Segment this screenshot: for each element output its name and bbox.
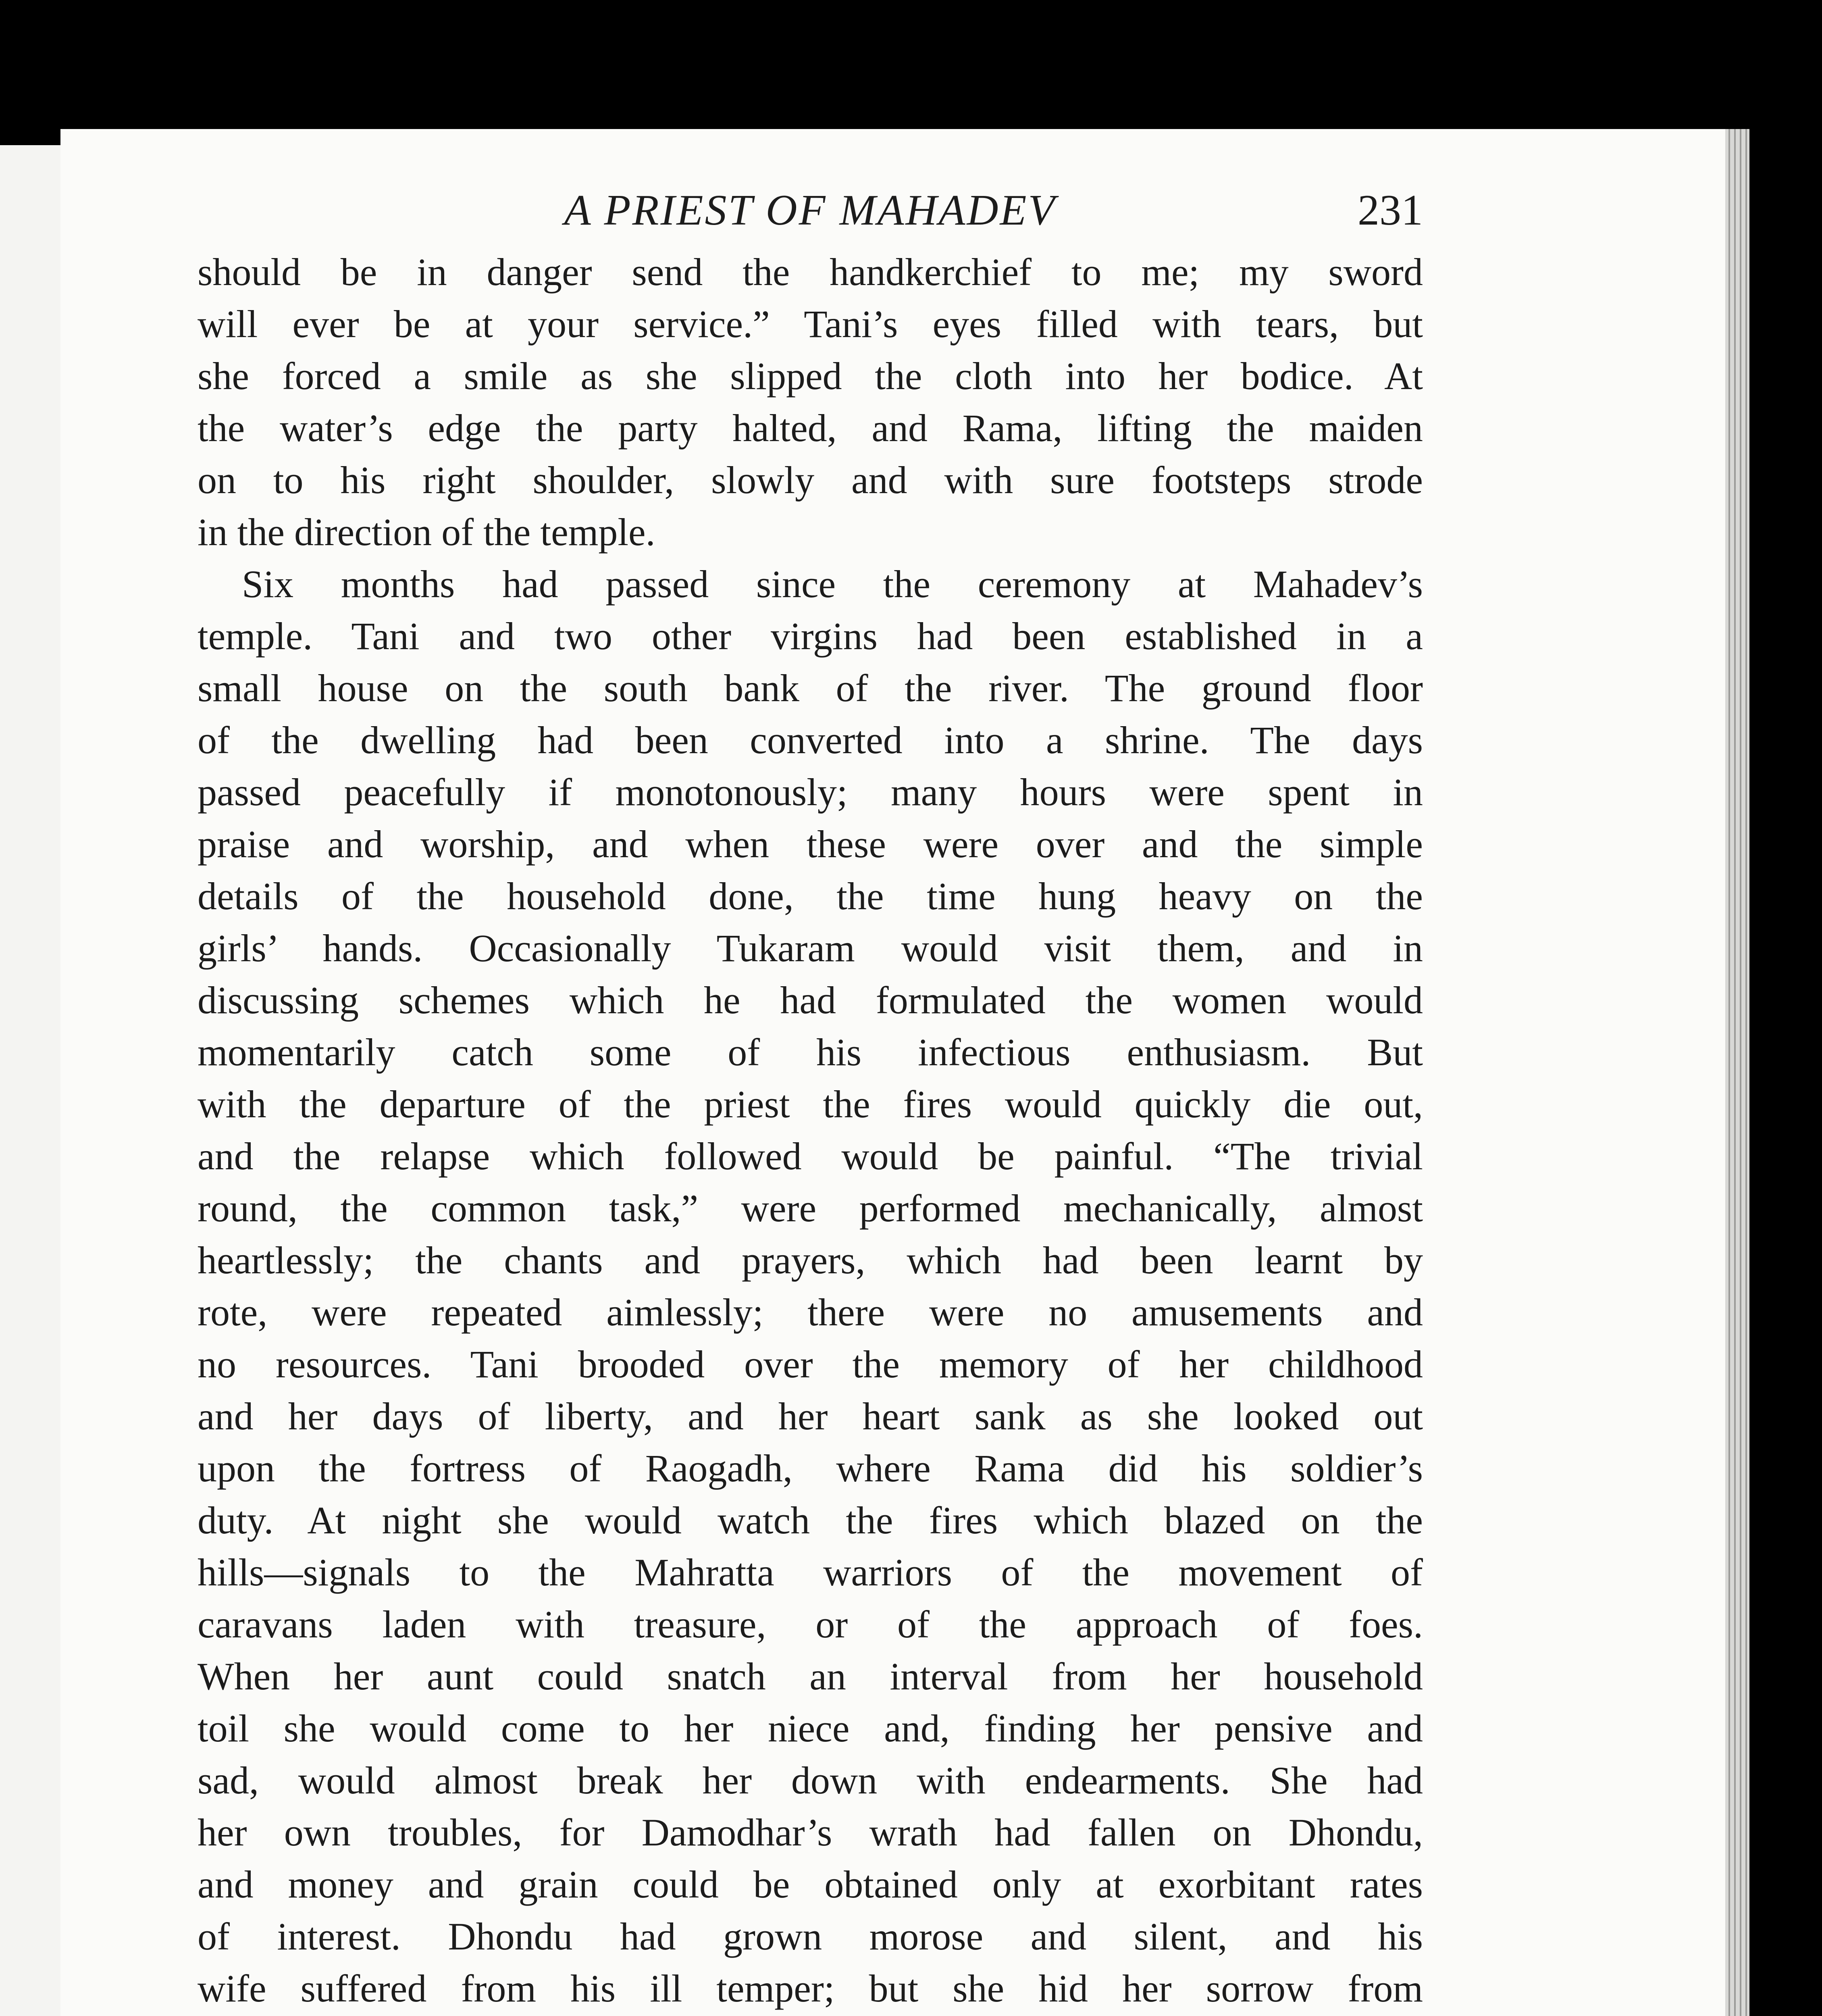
facing-page-edge [0,145,63,2016]
text-line: discussing schemes which he had formulated the women would [198,979,1423,1022]
text-line: wife suffered from his ill temper; but she hid her sorrow from [198,1967,1423,2010]
text-line: and the relapse which followed would be painful. “The trivial [198,1135,1423,1178]
text-line: sad, would almost break her down with endearments. She had [198,1759,1423,1802]
text-line: momentarily catch some of his infectious enthusiasm. But [198,1031,1423,1074]
text-line: duty. At night she would watch the fires which blazed on the [198,1499,1423,1542]
text-line: details of the household done, the time hung heavy on the [198,875,1423,918]
text-line: on to his right shoulder, slowly and with sure footsteps strode [198,458,1423,502]
page-number: 231 [1358,186,1423,234]
text-line: round, the common task,” were performed mechanically, almost [198,1187,1423,1230]
text-line: the water’s edge the party halted, and Rama, lifting the maiden [198,406,1423,450]
text-line: no resources. Tani brooded over the memory of her childhood [198,1343,1423,1386]
text-line: will ever be at your service.” Tani’s eyes filled with tears, but [198,302,1423,346]
text-line: with the departure of the priest the fires would quickly die out, [198,1083,1423,1126]
text-line: hills—signals to the Mahratta warriors of the movement of [198,1551,1423,1594]
running-head [198,185,1423,246]
text-line: she forced a smile as she slipped the cloth into her bodice. At [198,354,1423,398]
text-line: small house on the south bank of the river. The ground floor [198,666,1423,710]
text-line: should be in danger send the handkerchief to me; my sword [198,250,1423,294]
text-line: and her days of liberty, and her heart sank as she looked out [198,1395,1423,1438]
text-line: girls’ hands. Occasionally Tukaram would visit them, and in [198,927,1423,970]
text-line: and money and grain could be obtained only at exorbitant rates [198,1863,1423,1906]
text-line: in the direction of the temple. [198,510,655,554]
text-line: praise and worship, and when these were over and the simple [198,823,1423,866]
text-line: of the dwelling had been converted into a shrine. The days [198,719,1423,762]
text-line: When her aunt could snatch an interval from her household [198,1655,1423,1698]
text-line: Six months had passed since the ceremony at Mahadev’s [242,562,1423,606]
text-line [198,2014,1423,2016]
text-line: caravans laden with treasure, or of the approach of foes. [198,1603,1423,1646]
text-line: passed peacefully if monotonously; many hours were spent in [198,771,1423,814]
text-line: her own troubles, for Damodhar’s wrath had fallen on Dhondu, [198,1811,1423,1854]
text-line: upon the fortress of Raogadh, where Rama did his soldier’s [198,1447,1423,1490]
running-title: A PRIEST OF MAHADEV [564,186,1057,234]
text-line: rote, were repeated aimlessly; there were no amusements and [198,1291,1423,1334]
body-text [198,246,1423,2016]
text-line: heartlessly; the chants and prayers, which had been learnt by [198,1239,1423,1282]
text-line: temple. Tani and two other virgins had been established in a [198,614,1423,658]
text-line: toil she would come to her niece and, finding her pensive and [198,1707,1423,1750]
text-line: of interest. Dhondu had grown morose and silent, and his [198,1915,1423,1958]
